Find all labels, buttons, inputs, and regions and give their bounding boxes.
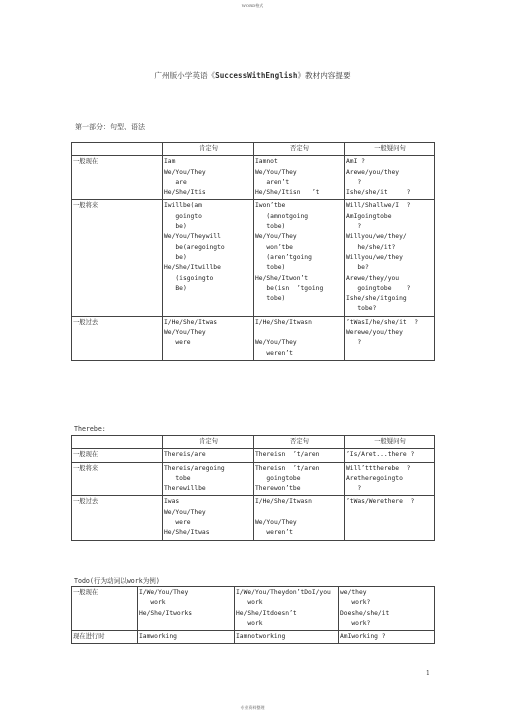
table-cell: Thereisn ’t/aren goingtobe Therewon’tbe bbox=[254, 462, 345, 496]
section-heading: 第一部分：句型、语法 bbox=[75, 123, 145, 131]
page-number: 1 bbox=[426, 670, 430, 677]
table-header-row bbox=[72, 436, 435, 449]
table-cell: Iwillbe(am goingto be) We/You/Theywill be(aregoingto be) He/She/Itwillbe (isgoingto Be) bbox=[163, 200, 254, 316]
document-title bbox=[0, 70, 505, 81]
section-label-therebe: Therebe: bbox=[74, 425, 106, 433]
row-header: 一般将来 bbox=[72, 200, 163, 316]
column-header bbox=[72, 436, 163, 449]
column-header-question: 一般疑问句 bbox=[345, 436, 435, 449]
table-cell: I/We/You/They work He/She/Itworks bbox=[138, 587, 235, 631]
table-sentence-patterns bbox=[71, 142, 435, 361]
table-cell: Thereisn ’t/aren bbox=[254, 449, 345, 462]
table-cell: I/We/You/Theydon’tDoI/you work He/She/Itdoesn’t work bbox=[235, 587, 339, 631]
column-header-affirmative: 肯定句 bbox=[163, 436, 254, 449]
table-row bbox=[72, 156, 435, 200]
title-book-name: SuccessWithEnglish bbox=[215, 71, 298, 80]
table-cell: Iamnotworking bbox=[235, 631, 339, 644]
table-cell: ’tWas/Werethere ? bbox=[345, 496, 435, 540]
table-cell: I/He/She/Itwasn We/You/They weren’t bbox=[254, 316, 345, 360]
table-row bbox=[72, 200, 435, 316]
table-cell: AmI ? Arewe/you/they ? Ishe/she/it ? bbox=[345, 156, 435, 200]
table-cell: I/He/She/Itwasn We/You/They weren’t bbox=[254, 496, 345, 540]
row-header: 一般现在 bbox=[72, 587, 138, 631]
table-cell: Iwas We/You/They were He/She/Itwas bbox=[163, 496, 254, 540]
table-row bbox=[72, 449, 435, 462]
title-suffix: 》教材内容提要 bbox=[297, 71, 351, 80]
table-row bbox=[72, 316, 435, 360]
row-header: 一般将来 bbox=[72, 462, 163, 496]
table-todo bbox=[71, 586, 435, 644]
row-header: 一般过去 bbox=[72, 496, 163, 540]
table-cell: I/He/She/Itwas We/You/They were bbox=[163, 316, 254, 360]
column-header-question: 一般疑问句 bbox=[345, 143, 435, 156]
row-header: 现在进行时 bbox=[72, 631, 138, 644]
column-header bbox=[72, 143, 163, 156]
table-row bbox=[72, 462, 435, 496]
table-cell: Thereis/aregoing tobe Therewillbe bbox=[163, 462, 254, 496]
title-prefix: 广州版小学英语《 bbox=[154, 71, 216, 80]
table-cell: ’tWasI/he/she/it ? Werewe/you/they ? bbox=[345, 316, 435, 360]
table-cell: Iam We/You/They are He/She/Itis bbox=[163, 156, 254, 200]
table-cell: AmIworking ? bbox=[339, 631, 435, 644]
table-cell: Will’tttherebe ? Aretheregoingto ? bbox=[345, 462, 435, 496]
table-cell: we/they work? Doeshe/she/it work? bbox=[339, 587, 435, 631]
table-cell: Thereis/are bbox=[163, 449, 254, 462]
table-header-row bbox=[72, 143, 435, 156]
row-header: 一般过去 bbox=[72, 316, 163, 360]
column-header-affirmative: 肯定句 bbox=[163, 143, 254, 156]
table-cell: Iamworking bbox=[138, 631, 235, 644]
page-footer: 专业资料整理 bbox=[240, 705, 265, 710]
table-row bbox=[72, 496, 435, 540]
column-header-negative: 否定句 bbox=[254, 143, 345, 156]
table-row bbox=[72, 631, 435, 644]
table-cell: Will/Shallwe/I ? AmIgoingtobe ? Willyou/we/they/ he/she/it? Willyou/we/they be? Arewe/they/you goingtobe ? Ishe/she/itgoing tobe? bbox=[345, 200, 435, 316]
page-header: WORD格式 bbox=[241, 3, 264, 8]
section-label-todo: Todo(行为动词以work为例) bbox=[74, 577, 160, 585]
row-header: 一般现在 bbox=[72, 156, 163, 200]
table-cell: Iamnot We/You/They aren’t He/She/Itisn ’t bbox=[254, 156, 345, 200]
table-cell: Iwon’tbe (amnotgoing tobe) We/You/They won’tbe (aren’tgoing tobe) He/She/Itwon’t be(isn ’tgoing tobe) bbox=[254, 200, 345, 316]
row-header: 一般现在 bbox=[72, 449, 163, 462]
column-header-negative: 否定句 bbox=[254, 436, 345, 449]
table-row bbox=[72, 587, 435, 631]
table-therebe bbox=[71, 435, 435, 541]
table-cell: ’Is/Aret...there ? bbox=[345, 449, 435, 462]
